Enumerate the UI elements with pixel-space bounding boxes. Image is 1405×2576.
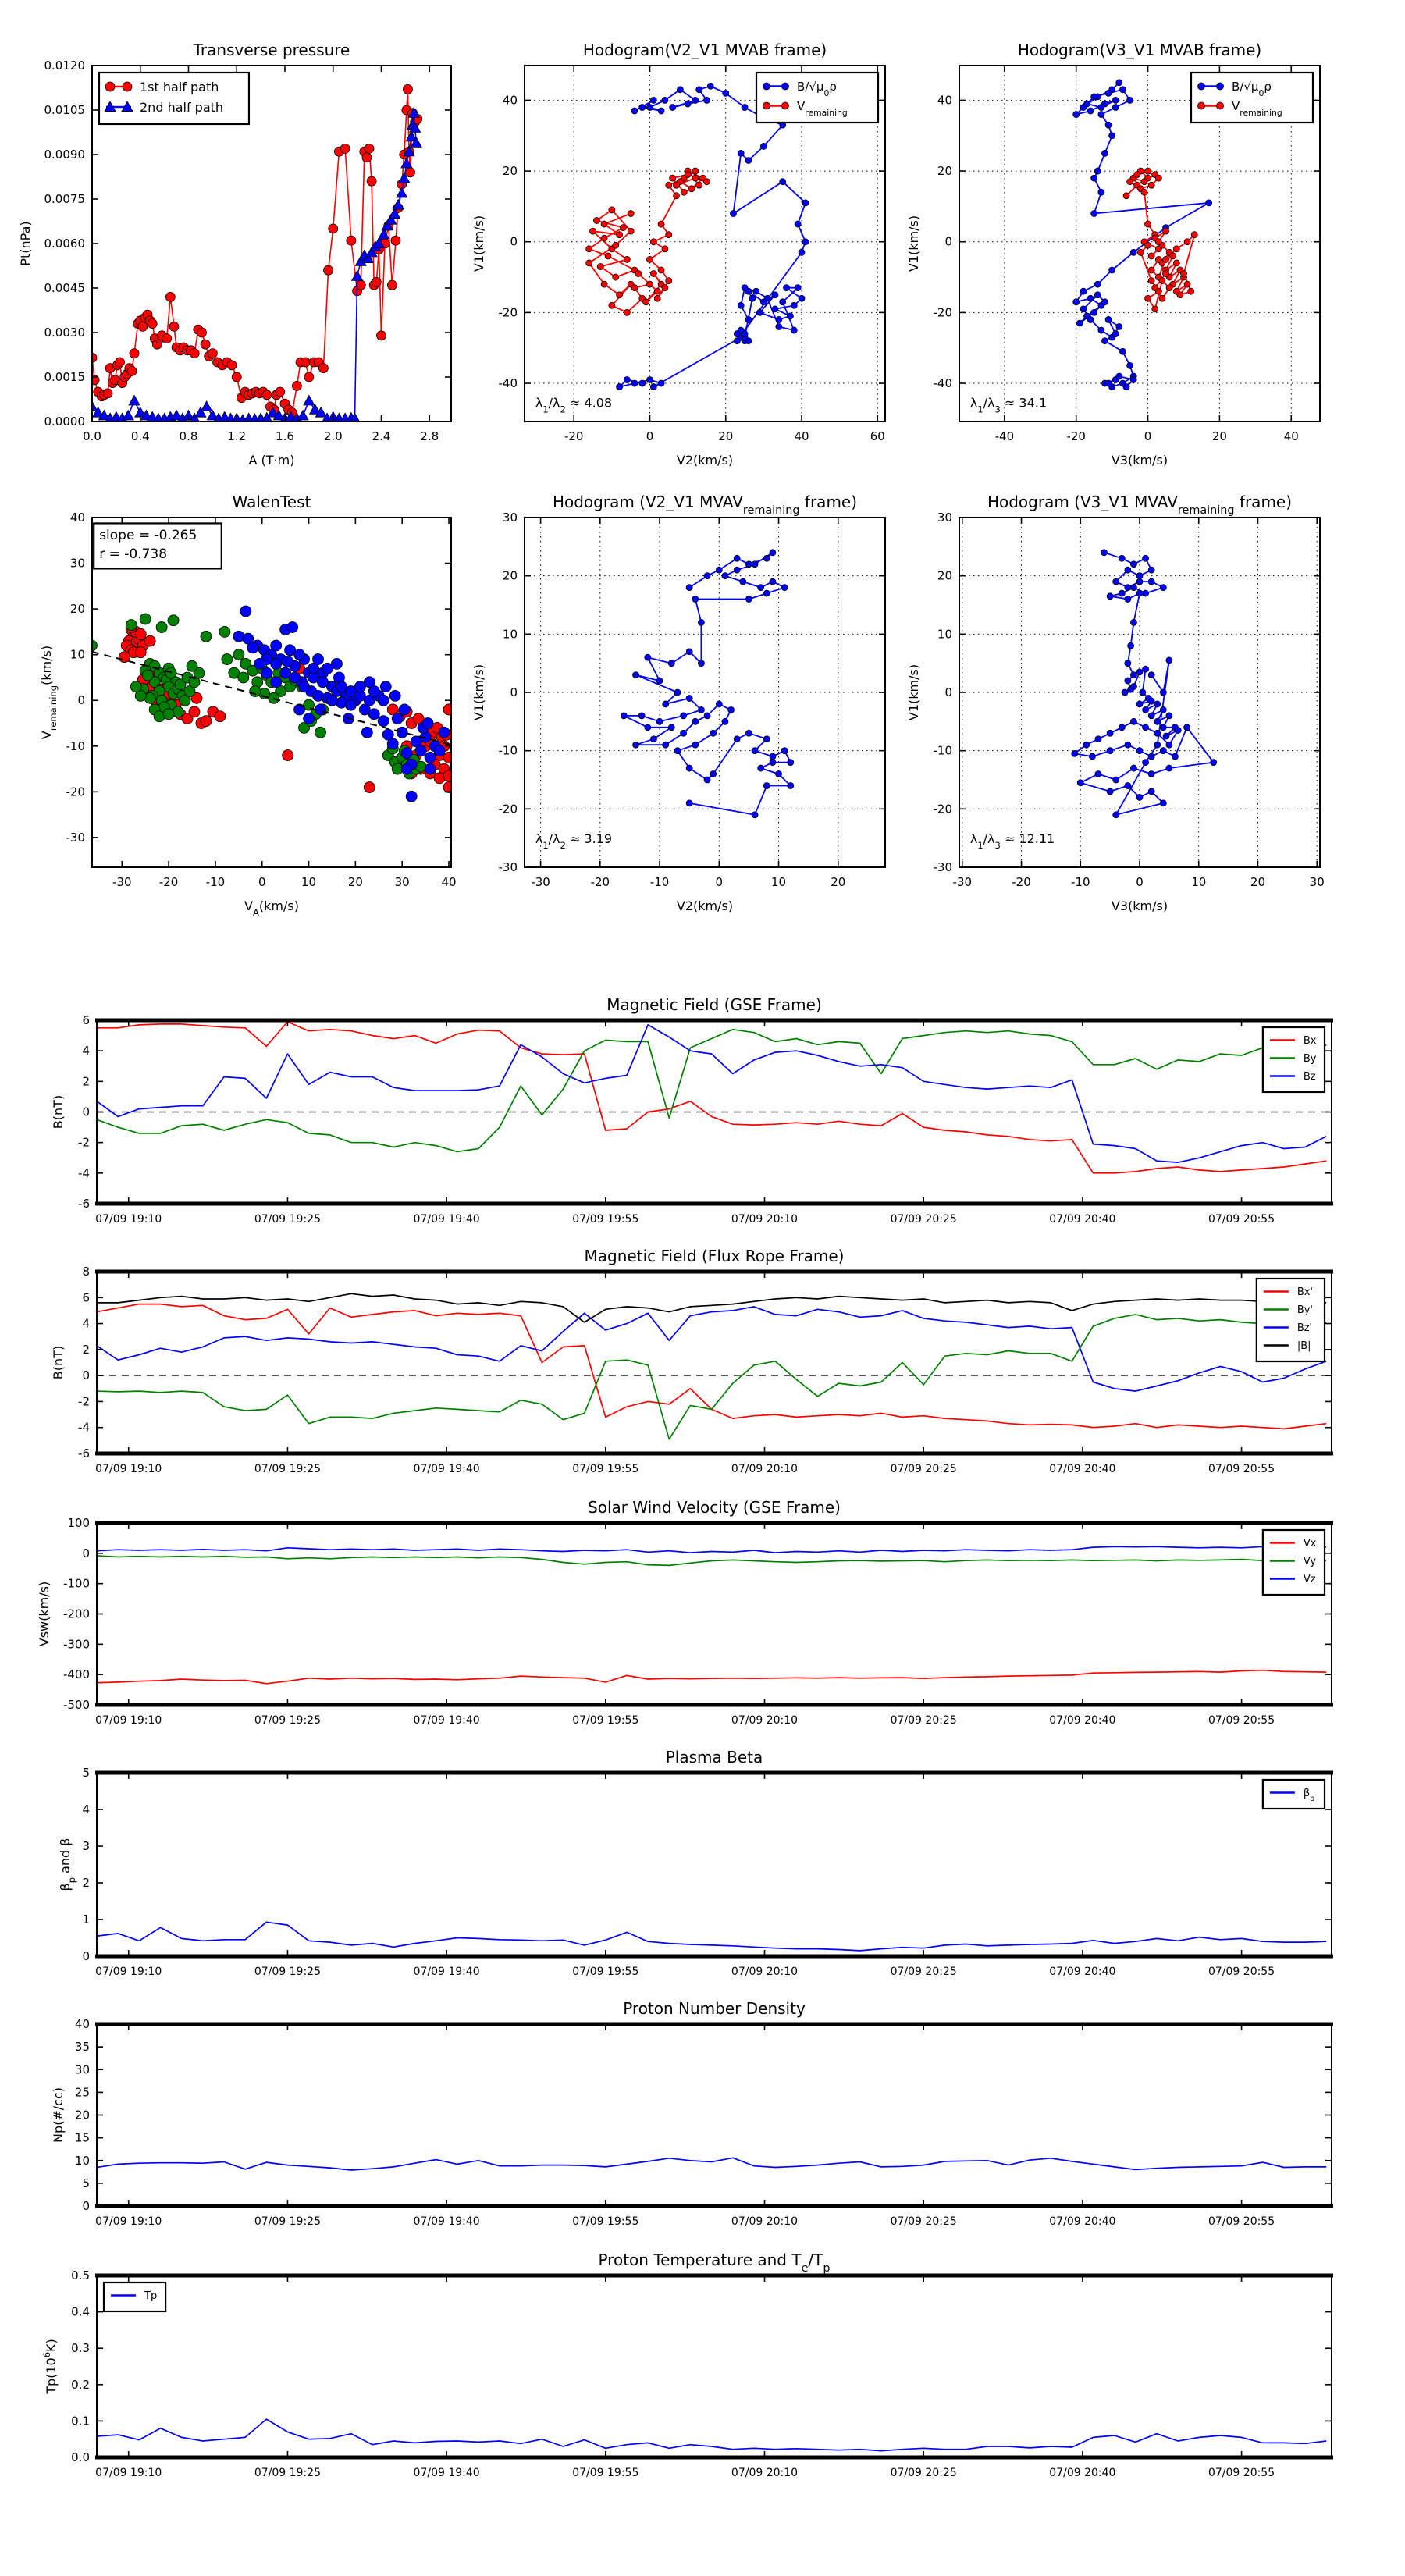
series-layer <box>97 2419 1326 2451</box>
svg-text:07/09 20:55: 07/09 20:55 <box>1208 2467 1275 2479</box>
legend <box>1263 1530 1325 1595</box>
svg-text:07/09 20:10: 07/09 20:10 <box>731 1213 799 1226</box>
svg-text:V2(km/s): V2(km/s) <box>676 898 734 913</box>
svg-text:Tp(106K): $Tp(10^6K)$ <box>41 2339 59 2394</box>
svg-text:0.5: 0.5 <box>71 2268 90 2282</box>
svg-text:V3(km/s): V3(km/s) <box>1111 453 1168 468</box>
svg-text:Plasma Beta: Plasma Beta <box>665 1748 763 1767</box>
series-V-path <box>1123 168 1197 312</box>
svg-text:07/09 19:25: 07/09 19:25 <box>254 2467 322 2479</box>
svg-text:-500: -500 <box>62 1698 90 1712</box>
svg-text:2: 2 <box>82 1342 90 1357</box>
svg-text:-200: -200 <box>62 1606 90 1621</box>
svg-text:07/09 20:10: 07/09 20:10 <box>731 2467 799 2479</box>
svg-text:07/09 20:25: 07/09 20:25 <box>890 1966 957 1978</box>
svg-text:-40: -40 <box>994 429 1015 443</box>
series-Np <box>97 2158 1326 2170</box>
svg-text:07/09 19:40: 07/09 19:40 <box>413 2467 480 2479</box>
series-layer <box>97 1022 1326 1173</box>
svg-text:0.0060: 0.0060 <box>44 237 85 251</box>
svg-text:07/09 20:40: 07/09 20:40 <box>1049 1714 1116 1727</box>
svg-text:0.0090: 0.0090 <box>44 148 85 162</box>
annotation <box>535 831 612 851</box>
svg-text:40: 40 <box>1283 429 1299 443</box>
svg-text:07/09 20:10: 07/09 20:10 <box>731 1463 799 1475</box>
svg-text:-4: -4 <box>78 1420 90 1435</box>
svg-text:07/09 19:55: 07/09 19:55 <box>572 1714 639 1727</box>
svg-text:20: 20 <box>937 568 952 583</box>
svg-text:20: 20 <box>74 2108 90 2122</box>
svg-text:-10: -10 <box>498 743 518 758</box>
svg-text:10: 10 <box>1191 875 1207 889</box>
svg-text:0: 0 <box>1136 875 1144 889</box>
svg-text:-30: -30 <box>933 860 952 874</box>
svg-text:07/09 19:40: 07/09 19:40 <box>413 1463 480 1475</box>
svg-text:-10: -10 <box>66 738 85 753</box>
svg-text:20: 20 <box>718 429 734 443</box>
svg-text:V3(km/s): V3(km/s) <box>1111 898 1168 913</box>
svg-text:-10: -10 <box>205 875 226 889</box>
svg-text:07/09 19:55: 07/09 19:55 <box>572 1463 639 1475</box>
series-B-path <box>621 550 793 818</box>
annotation <box>970 396 1047 415</box>
svg-text:5: 5 <box>82 2176 90 2190</box>
chart-walen-test <box>39 493 457 918</box>
svg-text:10: 10 <box>937 627 952 642</box>
chart-plasma-beta <box>58 1748 1333 1978</box>
svg-text:07/09 19:40: 07/09 19:40 <box>413 1213 480 1226</box>
svg-text:07/09 19:10: 07/09 19:10 <box>95 1213 162 1226</box>
svg-text:Bx: Bx <box>1303 1035 1317 1048</box>
svg-text:B(nT): B(nT) <box>51 1094 66 1130</box>
svg-text:40: 40 <box>74 2017 90 2031</box>
svg-text:07/09 19:10: 07/09 19:10 <box>95 2467 162 2479</box>
svg-text:07/09 19:25: 07/09 19:25 <box>254 2215 322 2228</box>
svg-text:Vremaining: $V_{remaining}$ <box>797 98 848 118</box>
svg-text:35: 35 <box>74 2040 90 2055</box>
y-axis <box>82 1766 1332 1963</box>
svg-text:Pt(nPa): Pt(nPa) <box>18 221 33 266</box>
series-Vx <box>97 1670 1326 1684</box>
svg-text:07/09 19:25: 07/09 19:25 <box>254 1463 322 1475</box>
svg-text:07/09 20:55: 07/09 20:55 <box>1208 1463 1275 1475</box>
svg-text:VA(km/s): $V_A(km/s)$ <box>244 898 299 918</box>
svg-text:07/09 19:25: 07/09 19:25 <box>254 1714 322 1727</box>
svg-text:07/09 20:25: 07/09 20:25 <box>890 1213 957 1226</box>
chart-hodogram-v3v1-mvab <box>906 41 1320 468</box>
series-V-path <box>586 168 710 315</box>
svg-text:0.0: 0.0 <box>71 2450 90 2464</box>
svg-text:07/09 19:40: 07/09 19:40 <box>413 1714 480 1727</box>
svg-text:B(nT): B(nT) <box>51 1345 66 1380</box>
x-axis <box>95 1020 1275 1226</box>
svg-text:V2(km/s): V2(km/s) <box>676 453 734 468</box>
svg-text:-100: -100 <box>62 1576 90 1591</box>
svg-text:Vsw(km/s): Vsw(km/s) <box>37 1581 52 1647</box>
svg-text:07/09 19:10: 07/09 19:10 <box>95 1966 162 1978</box>
svg-text:Transverse pressure: Transverse pressure <box>193 41 350 59</box>
chart-proton-number-density <box>51 1999 1333 2228</box>
svg-text:07/09 19:25: 07/09 19:25 <box>254 1966 322 1978</box>
svg-text:Proton Temperature and Te/Tp: Proton Temperature and $T_e/T_p$ <box>598 2250 831 2275</box>
svg-text:slope = -0.265: slope = -0.265 <box>99 527 197 543</box>
svg-text:λ1/λ2 ≈ 3.19: $\lambda_1/\lambda_2 \approx 3.19$ <box>535 831 613 851</box>
svg-text:2.0: 2.0 <box>323 429 343 443</box>
y-axis <box>71 2268 1332 2464</box>
svg-text:2: 2 <box>82 1876 90 1890</box>
x-axis <box>95 1523 1275 1727</box>
svg-text:-20: -20 <box>564 429 584 443</box>
svg-text:Vremaining(km/s): $V_{remaining}(km/s)$ <box>39 645 59 740</box>
legend <box>1263 1780 1325 1809</box>
svg-text:-30: -30 <box>952 875 973 889</box>
svg-text:0: 0 <box>1144 429 1152 443</box>
svg-text:6: 6 <box>82 1013 90 1027</box>
svg-text:A (T·m): A (T·m) <box>248 453 295 468</box>
svg-text:60: 60 <box>870 429 885 443</box>
svg-text:07/09 20:55: 07/09 20:55 <box>1208 1966 1275 1978</box>
svg-text:Bx': Bx' <box>1297 1286 1314 1299</box>
svg-text:10: 10 <box>301 875 317 889</box>
svg-text:1: 1 <box>82 1912 90 1927</box>
svg-text:-10: -10 <box>1071 875 1090 889</box>
svg-text:-20: -20 <box>1012 875 1031 889</box>
svg-text:30: 30 <box>394 875 410 889</box>
legend <box>756 73 878 123</box>
svg-text:0.0120: 0.0120 <box>44 59 85 73</box>
svg-text:20: 20 <box>1211 429 1227 443</box>
svg-text:0.3: 0.3 <box>71 2341 90 2356</box>
svg-text:20: 20 <box>831 875 846 889</box>
series-layer <box>97 1922 1326 1951</box>
svg-text:0: 0 <box>82 2199 90 2213</box>
svg-text:30: 30 <box>69 556 85 571</box>
svg-text:0.2: 0.2 <box>71 2377 90 2392</box>
svg-text:-20: -20 <box>498 802 518 817</box>
svg-text:07/09 19:55: 07/09 19:55 <box>572 1213 639 1226</box>
svg-text:-20: -20 <box>590 875 610 889</box>
svg-text:Vy: Vy <box>1303 1556 1317 1568</box>
svg-text:-10: -10 <box>649 875 670 889</box>
svg-text:0.4: 0.4 <box>130 429 150 443</box>
series-Bz-prime <box>97 1307 1326 1391</box>
svg-text:0: 0 <box>510 685 518 699</box>
svg-text:-40: -40 <box>498 376 518 391</box>
svg-text:0: 0 <box>715 875 724 889</box>
svg-text:Vremaining: $V_{remaining}$ <box>1232 98 1282 118</box>
svg-text:25: 25 <box>74 2085 90 2100</box>
svg-text:-6: -6 <box>78 1197 90 1211</box>
svg-text:07/09 19:55: 07/09 19:55 <box>572 2215 639 2228</box>
svg-text:-400: -400 <box>62 1667 90 1682</box>
svg-text:1.2: 1.2 <box>227 429 247 443</box>
chart-hodogram-v2v1-mvab <box>471 41 885 468</box>
svg-text:40: 40 <box>937 93 952 108</box>
svg-text:0: 0 <box>82 1368 90 1383</box>
svg-text:20: 20 <box>1250 875 1266 889</box>
svg-text:40: 40 <box>502 93 518 108</box>
svg-text:20: 20 <box>502 568 518 583</box>
svg-text:V1(km/s): V1(km/s) <box>906 215 921 272</box>
series-layer <box>97 1546 1326 1684</box>
svg-text:3: 3 <box>82 1839 90 1853</box>
svg-text:07/09 20:10: 07/09 20:10 <box>731 2215 799 2228</box>
x-axis <box>95 2024 1275 2228</box>
y-axis <box>75 2017 1332 2213</box>
svg-text:07/09 20:40: 07/09 20:40 <box>1049 1463 1116 1475</box>
svg-text:07/09 19:10: 07/09 19:10 <box>95 2215 162 2228</box>
series-Bz <box>97 1025 1326 1162</box>
chart-hodogram-v2v1-mvav <box>471 493 885 913</box>
series-Bx <box>97 1022 1326 1173</box>
svg-text:40: 40 <box>69 511 85 525</box>
svg-text:Proton Number Density: Proton Number Density <box>623 1999 806 2018</box>
legend <box>1263 1027 1325 1092</box>
svg-text:40: 40 <box>794 429 809 443</box>
svg-text:0: 0 <box>944 234 952 249</box>
svg-text:07/09 20:55: 07/09 20:55 <box>1208 2215 1275 2228</box>
svg-text:Hodogram(V3_V1 MVAB frame): Hodogram(V3_V1 MVAB frame) <box>1017 41 1262 59</box>
svg-text:07/09 19:40: 07/09 19:40 <box>413 1966 480 1978</box>
svg-text:Bz: Bz <box>1303 1071 1316 1083</box>
svg-text:B/√μ0ρ: $B/√\mu_0\rho$ <box>797 79 837 98</box>
svg-text:4: 4 <box>82 1316 90 1331</box>
svg-text:0: 0 <box>944 685 952 699</box>
svg-text:Hodogram (V2_V1 MVAVremaining: Hodogram (V2_V1 $MVAV_{remaining}$ frame) <box>552 493 858 517</box>
svg-text:r = -0.738: r = -0.738 <box>99 546 168 562</box>
svg-text:10: 10 <box>74 2153 90 2168</box>
svg-text:0.8: 0.8 <box>179 429 198 443</box>
svg-text:Hodogram(V2_V1 MVAB frame): Hodogram(V2_V1 MVAB frame) <box>582 41 827 59</box>
series-layer <box>1073 80 1212 390</box>
svg-text:5: 5 <box>82 1766 90 1780</box>
chart-magnetic-field-gse <box>51 995 1333 1226</box>
svg-text:Vz: Vz <box>1303 1574 1316 1586</box>
svg-text:0: 0 <box>510 234 518 249</box>
svg-text:λ1/λ3 ≈ 12.11: $\lambda_1/\lambda_3 \approx 12.11$ <box>969 831 1055 851</box>
svg-text:By': By' <box>1297 1304 1314 1317</box>
svg-text:-20: -20 <box>1066 429 1086 443</box>
svg-text:λ1/λ2 ≈ 4.08: $\lambda_1/\lambda_2 \approx 4.08$ <box>535 395 613 415</box>
svg-text:07/09 20:40: 07/09 20:40 <box>1049 1966 1116 1978</box>
series-B-magnitude <box>97 1293 1326 1322</box>
svg-text:30: 30 <box>74 2062 90 2077</box>
svg-text:0.0015: 0.0015 <box>44 370 85 384</box>
svg-text:07/09 19:10: 07/09 19:10 <box>95 1714 162 1727</box>
svg-text:-30: -30 <box>66 830 85 845</box>
svg-text:V1(km/s): V1(km/s) <box>471 215 486 272</box>
svg-text:07/09 19:10: 07/09 19:10 <box>95 1463 162 1475</box>
svg-text:-2: -2 <box>78 1394 90 1409</box>
chart-hodogram-v3v1-mvav <box>906 493 1325 913</box>
annotation <box>535 396 612 415</box>
svg-text:07/09 20:25: 07/09 20:25 <box>890 2215 957 2228</box>
svg-text:Magnetic Field (GSE Frame): Magnetic Field (GSE Frame) <box>606 995 822 1014</box>
svg-text:20: 20 <box>937 164 952 179</box>
series-layer <box>87 84 422 424</box>
series-2nd-half-path <box>87 108 422 425</box>
svg-text:1st half path: 1st half path <box>140 79 219 94</box>
svg-text:-10: -10 <box>933 743 952 758</box>
svg-text:0.0045: 0.0045 <box>44 281 85 295</box>
series-Vy <box>97 1556 1326 1566</box>
series-layer <box>621 550 793 818</box>
svg-text:30: 30 <box>1309 875 1325 889</box>
chart-solar-wind-velocity <box>37 1498 1333 1727</box>
svg-text:βp: $\beta_p$ <box>1303 1788 1315 1803</box>
svg-text:-2: -2 <box>78 1135 90 1150</box>
series-B-path <box>1072 550 1217 818</box>
svg-text:07/09 19:40: 07/09 19:40 <box>413 2215 480 2228</box>
x-axis <box>95 2275 1275 2479</box>
svg-text:0: 0 <box>646 429 654 443</box>
svg-text:-30: -30 <box>498 860 518 874</box>
svg-text:4: 4 <box>82 1044 90 1059</box>
svg-text:07/09 20:25: 07/09 20:25 <box>890 1463 957 1475</box>
svg-text:Solar Wind Velocity (GSE Frame: Solar Wind Velocity (GSE Frame) <box>588 1498 841 1517</box>
svg-text:-4: -4 <box>78 1165 90 1180</box>
svg-text:07/09 20:40: 07/09 20:40 <box>1049 2215 1116 2228</box>
svg-text:-20: -20 <box>158 875 179 889</box>
svg-text:07/09 20:55: 07/09 20:55 <box>1208 1714 1275 1727</box>
svg-text:8: 8 <box>82 1265 90 1279</box>
annotation <box>970 831 1055 851</box>
svg-text:-30: -30 <box>531 875 550 889</box>
svg-text:10: 10 <box>770 875 787 889</box>
svg-text:0.4: 0.4 <box>71 2304 90 2319</box>
svg-text:07/09 19:25: 07/09 19:25 <box>254 1213 322 1226</box>
svg-text:2: 2 <box>82 1074 90 1089</box>
svg-text:B/√μ0ρ: $B/√\mu_0\rho$ <box>1232 79 1272 98</box>
svg-text:15: 15 <box>74 2130 90 2145</box>
chart-magnetic-field-flux-rope <box>51 1247 1333 1475</box>
y-axis <box>499 511 886 874</box>
svg-text:30: 30 <box>937 511 952 525</box>
svg-text:2.8: 2.8 <box>420 429 439 443</box>
svg-text:0: 0 <box>82 1546 90 1560</box>
legend <box>99 73 249 124</box>
svg-text:100: 100 <box>67 1516 90 1530</box>
svg-text:2.4: 2.4 <box>372 429 391 443</box>
svg-text:2nd half path: 2nd half path <box>140 99 224 115</box>
svg-text:07/09 19:55: 07/09 19:55 <box>572 2467 639 2479</box>
svg-text:Vx: Vx <box>1303 1538 1317 1550</box>
svg-text:0.0000: 0.0000 <box>44 415 85 429</box>
x-axis <box>95 1773 1275 1978</box>
y-axis <box>934 93 1321 390</box>
svg-text:-30: -30 <box>112 875 132 889</box>
svg-text:4: 4 <box>82 1802 90 1816</box>
svg-text:-6: -6 <box>78 1446 90 1461</box>
svg-text:40: 40 <box>441 875 457 889</box>
svg-text:0.1: 0.1 <box>71 2414 90 2428</box>
series-Tp <box>97 2419 1326 2451</box>
series-layer <box>97 2158 1326 2170</box>
legend <box>1191 73 1313 123</box>
svg-text:0: 0 <box>82 1105 90 1119</box>
svg-text:07/09 19:55: 07/09 19:55 <box>572 1966 639 1978</box>
svg-text:20: 20 <box>502 164 518 179</box>
legend <box>104 2282 165 2311</box>
svg-text:WalenTest: WalenTest <box>232 493 311 511</box>
svg-text:1.6: 1.6 <box>276 429 294 443</box>
x-axis <box>95 1272 1275 1475</box>
svg-text:|B|: |B| <box>1297 1340 1311 1353</box>
svg-text:07/09 20:25: 07/09 20:25 <box>890 2467 957 2479</box>
series-By-prime <box>97 1315 1326 1439</box>
svg-text:-40: -40 <box>933 376 952 391</box>
chart-proton-temperature <box>41 2250 1333 2479</box>
svg-text:30: 30 <box>502 511 518 525</box>
series-Vz <box>97 1546 1326 1553</box>
svg-text:-20: -20 <box>66 785 85 799</box>
svg-text:07/09 20:25: 07/09 20:25 <box>890 1714 957 1727</box>
series-By <box>97 1030 1326 1152</box>
series-layer <box>1072 550 1217 818</box>
series-Bx-prime <box>97 1304 1326 1429</box>
series-layer <box>586 83 809 390</box>
svg-text:07/09 20:10: 07/09 20:10 <box>731 1966 799 1978</box>
svg-text:0.0: 0.0 <box>83 429 101 443</box>
svg-text:Bz': Bz' <box>1297 1322 1313 1335</box>
svg-text:λ1/λ3 ≈ 34.1: $\lambda_1/\lambda_3 \approx 34.1$ <box>969 395 1048 415</box>
svg-text:07/09 20:10: 07/09 20:10 <box>731 1714 799 1727</box>
svg-text:V1(km/s): V1(km/s) <box>906 664 921 721</box>
svg-text:Magnetic Field (Flux Rope Fram: Magnetic Field (Flux Rope Frame) <box>584 1247 845 1265</box>
annotation <box>94 523 222 568</box>
svg-text:0: 0 <box>77 693 85 708</box>
svg-text:0.0075: 0.0075 <box>44 192 85 206</box>
svg-text:Np(#/cc): Np(#/cc) <box>51 2087 66 2143</box>
svg-text:βp and β: $\beta_p$ and β <box>58 1838 77 1891</box>
chart-transverse-pressure <box>18 41 451 468</box>
svg-text:10: 10 <box>69 647 85 662</box>
series-beta-p <box>97 1922 1326 1951</box>
series-B-path <box>617 83 809 390</box>
svg-text:0.0105: 0.0105 <box>44 103 85 117</box>
svg-text:Tp: Tp <box>144 2290 158 2303</box>
legend <box>1257 1279 1325 1361</box>
svg-text:0: 0 <box>258 875 266 889</box>
svg-text:20: 20 <box>347 875 363 889</box>
svg-text:07/09 20:55: 07/09 20:55 <box>1208 1213 1275 1226</box>
svg-text:20: 20 <box>69 602 85 617</box>
svg-text:07/09 20:40: 07/09 20:40 <box>1049 2467 1116 2479</box>
svg-text:0.0030: 0.0030 <box>44 326 85 340</box>
svg-text:6: 6 <box>82 1290 90 1305</box>
y-axis <box>63 1516 1332 1712</box>
svg-text:07/09 20:40: 07/09 20:40 <box>1049 1213 1116 1226</box>
series-layer <box>97 1293 1326 1439</box>
svg-text:By: By <box>1303 1053 1317 1066</box>
svg-text:10: 10 <box>502 627 518 642</box>
y-axis <box>78 1265 1332 1461</box>
y-axis <box>499 93 886 390</box>
svg-text:-20: -20 <box>498 305 518 320</box>
svg-text:-300: -300 <box>62 1637 90 1652</box>
series-layer <box>86 606 454 802</box>
svg-text:-20: -20 <box>933 305 952 320</box>
svg-text:Hodogram (V3_V1 MVAVremaining: Hodogram (V3_V1 $MVAV_{remaining}$ frame) <box>987 493 1293 517</box>
svg-text:0: 0 <box>82 1949 90 1963</box>
svg-text:V1(km/s): V1(km/s) <box>471 664 486 721</box>
svg-text:-20: -20 <box>933 802 952 817</box>
